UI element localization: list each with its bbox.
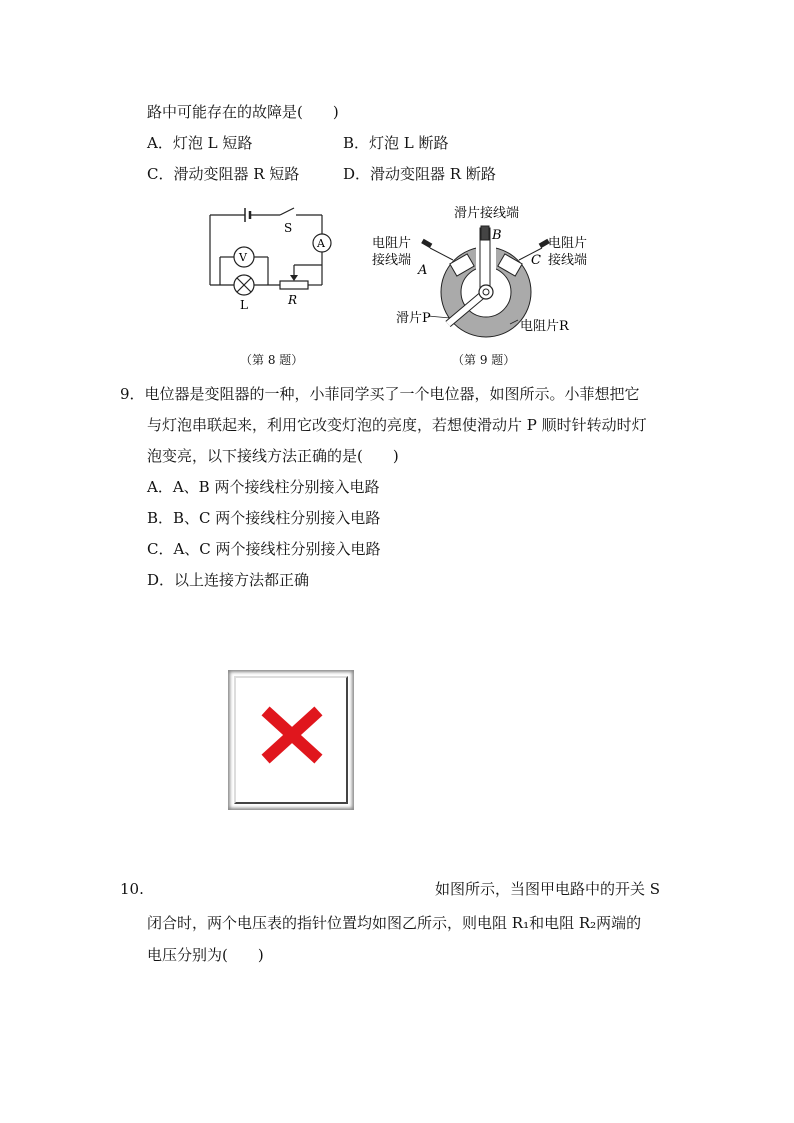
- fig9-resistor-r-label: 电阻片R: [520, 319, 569, 334]
- fig8-label-lamp: L: [240, 298, 248, 312]
- broken-image-x-icon: [258, 705, 326, 765]
- fig9-right-terminal-label-2: 接线端: [548, 253, 588, 268]
- fig8-circuit-diagram: [200, 200, 350, 315]
- q8-option-b: B．灯泡 L 断路: [343, 134, 449, 152]
- q8-stem-tail: 路中可能存在的故障是( ): [147, 103, 339, 121]
- q8-option-c: C．滑动变阻器 R 短路: [147, 165, 300, 183]
- q9-line-3: 泡变亮，以下接线方法正确的是( ): [147, 447, 399, 465]
- q10-line-3: 电压分别为( ): [147, 946, 264, 964]
- q10-line-2: 闭合时，两个电压表的指针位置均如图乙所示，则电阻 R₁和电阻 R₂两端的: [147, 914, 642, 932]
- fig9-label-b: B: [492, 228, 502, 243]
- fig8-caption: （第 8 题）: [240, 353, 304, 367]
- q9-option-d: D．以上连接方法都正确: [147, 571, 310, 589]
- fig9-left-terminal-label-1: 电阻片: [372, 236, 412, 251]
- fig9-label-a: A: [418, 263, 428, 278]
- fig8-label-rheostat: R: [288, 293, 298, 307]
- q9-line-2: 与灯泡串联起来，利用它改变灯泡的亮度，若想使滑动片 P 顺时针转动时灯: [147, 416, 647, 434]
- fig9-right-terminal-label-1: 电阻片: [548, 236, 588, 251]
- q9-option-b: B．B、C 两个接线柱分别接入电路: [147, 509, 381, 527]
- fig9-caption: （第 9 题）: [452, 353, 516, 367]
- q10-number: 10.: [120, 880, 144, 898]
- fig8-label-voltmeter: V: [239, 251, 247, 264]
- q8-option-d: D．滑动变阻器 R 断路: [343, 165, 496, 183]
- fig9-left-terminal-label-2: 接线端: [372, 253, 412, 268]
- q9-line-1: 9．电位器是变阻器的一种，小菲同学买了一个电位器，如图所示。小菲想把它: [120, 385, 640, 403]
- q8-option-a: A．灯泡 L 短路: [147, 134, 253, 152]
- fig8-label-s: S: [284, 221, 293, 235]
- q10-line-1-tail: 如图所示，当图甲电路中的开关 S: [435, 880, 661, 898]
- fig9-slider-p-label: 滑片P: [396, 311, 431, 326]
- fig8-label-ammeter: A: [317, 237, 325, 250]
- fig9-slider-terminal-label: 滑片接线端: [454, 206, 520, 221]
- fig9-label-c: C: [531, 253, 541, 268]
- q9-option-a: A．A、B 两个接线柱分别接入电路: [147, 478, 380, 496]
- fig9-potentiometer-diagram: [368, 200, 608, 340]
- q9-option-c: C．A、C 两个接线柱分别接入电路: [147, 540, 381, 558]
